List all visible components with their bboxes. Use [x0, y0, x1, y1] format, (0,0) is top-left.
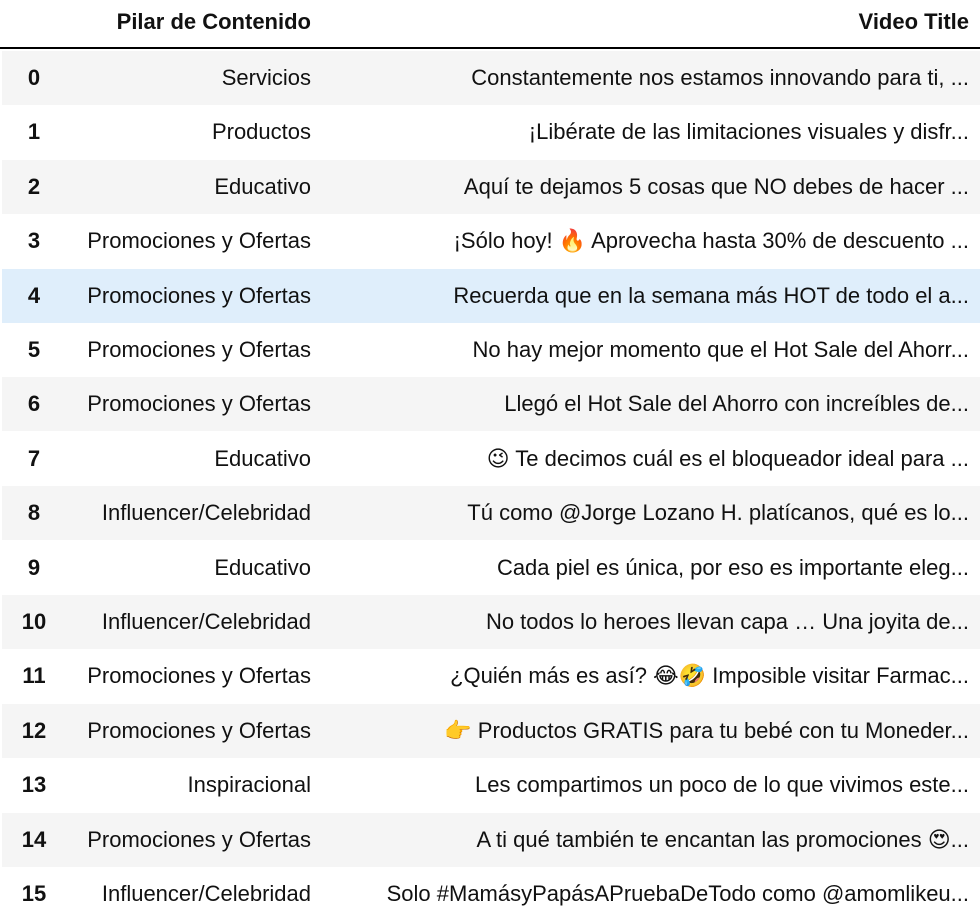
row-index: 9 [27, 554, 41, 580]
cell-video-title: Tú como @Jorge Lozano H. platícanos, qué es lo... [467, 500, 969, 526]
cell-pilar: Influencer/Celebridad [101, 609, 311, 634]
row-index: 6 [27, 391, 41, 417]
table-row[interactable] [2, 649, 980, 703]
table-row[interactable] [2, 160, 980, 214]
table-row[interactable] [2, 377, 980, 431]
cell-video-title: Llegó el Hot Sale del Ahorro con increíbles de... [504, 391, 969, 417]
row-index: 14 [21, 826, 47, 852]
cell-video-title: ¿Quién más es así? 😂🤣 Imposible visitar Farmac... [450, 663, 969, 689]
cell-video-title: Constantemente nos estamos innovando para ti, ... [471, 65, 969, 90]
table-row[interactable] [2, 595, 980, 649]
table-row[interactable] [2, 214, 980, 268]
row-index: 11 [22, 663, 46, 689]
row-index: 0 [27, 65, 41, 90]
row-index: 4 [27, 282, 41, 308]
row-index: 5 [27, 337, 41, 362]
table-row[interactable] [2, 704, 980, 758]
cell-pilar: Promociones y Ofertas [87, 228, 311, 254]
table-row[interactable] [2, 867, 980, 921]
column-header-video-title[interactable]: Video Title [858, 9, 969, 34]
table-row[interactable] [2, 541, 980, 595]
row-index: 10 [21, 609, 47, 634]
row-index: 1 [27, 119, 41, 145]
cell-pilar: Educativo [214, 445, 311, 471]
table-header-row [0, 0, 980, 49]
cell-video-title: Les compartimos un poco de lo que vivimos este... [474, 772, 969, 798]
cell-pilar: Promociones y Ofertas [87, 391, 311, 417]
table-row[interactable] [2, 432, 980, 486]
cell-pilar: Educativo [214, 554, 311, 580]
table-row[interactable] [2, 813, 980, 867]
cell-pilar: Inspiracional [187, 772, 311, 798]
cell-pilar: Influencer/Celebridad [101, 500, 311, 526]
cell-video-title: Solo #MamásyPapásAPruebaDeTodo como @amomlikeu... [386, 881, 969, 906]
table-row[interactable] [2, 486, 980, 540]
row-index: 2 [27, 173, 41, 199]
table-row[interactable] [2, 51, 980, 105]
cell-pilar: Productos [211, 119, 311, 145]
cell-video-title: Recuerda que en la semana más HOT de todo el a... [453, 282, 969, 308]
row-index: 7 [27, 445, 41, 471]
cell-pilar: Promociones y Ofertas [87, 663, 311, 689]
cell-video-title: 😉 Te decimos cuál es el bloqueador ideal para ... [486, 445, 969, 471]
row-index: 15 [21, 881, 47, 906]
cell-pilar: Promociones y Ofertas [87, 337, 311, 362]
table-row[interactable] [2, 105, 980, 159]
cell-video-title: 👉 Productos GRATIS para tu bebé con tu Moneder... [444, 717, 969, 743]
cell-pilar: Servicios [221, 65, 311, 90]
row-index: 12 [21, 717, 47, 743]
cell-video-title: ¡Libérate de las limitaciones visuales y disfr... [528, 119, 969, 145]
row-index: 3 [27, 228, 41, 254]
cell-video-title: No todos lo heroes llevan capa … Una joyita de... [485, 609, 969, 634]
table-row[interactable] [2, 323, 980, 377]
cell-video-title: Aquí te dejamos 5 cosas que NO debes de hacer ... [463, 173, 969, 199]
cell-pilar: Promociones y Ofertas [87, 717, 311, 743]
table-row[interactable] [2, 758, 980, 812]
cell-video-title: No hay mejor momento que el Hot Sale del Ahorr... [472, 337, 969, 362]
cell-pilar: Promociones y Ofertas [87, 282, 311, 308]
cell-pilar: Educativo [214, 173, 311, 199]
cell-pilar: Promociones y Ofertas [87, 826, 311, 852]
row-index: 8 [27, 500, 41, 526]
table-row[interactable] [2, 269, 980, 323]
cell-pilar: Influencer/Celebridad [101, 881, 311, 906]
row-index: 13 [21, 772, 47, 798]
cell-video-title: Cada piel es única, por eso es importante eleg... [496, 554, 969, 580]
column-header-pilar[interactable]: Pilar de Contenido [116, 9, 311, 34]
cell-video-title: ¡Sólo hoy! 🔥 Aprovecha hasta 30% de descuento ... [453, 228, 969, 254]
cell-video-title: A ti qué también te encantan las promociones 😍... [476, 826, 969, 852]
